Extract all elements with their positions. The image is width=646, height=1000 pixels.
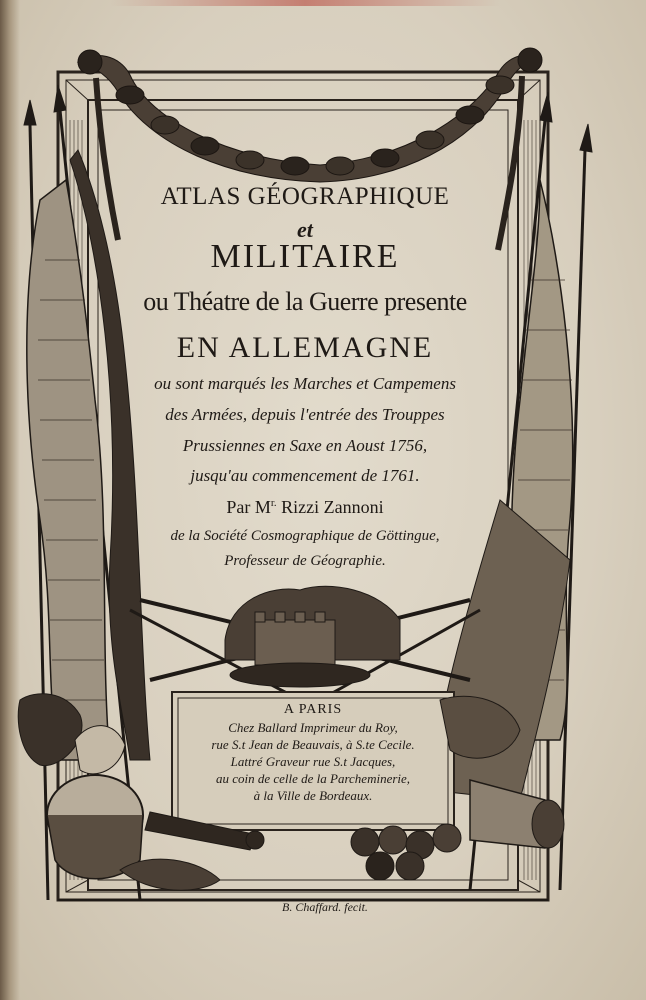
subtitle-line-1: ou sont marqués les Marches et Campemens	[154, 374, 456, 393]
subtitle-line-3: Prussiennes en Saxe en Aoust 1756,	[182, 436, 428, 455]
title-line-atlas: ATLAS GÉOGRAPHIQUE	[160, 183, 450, 210]
title-line-allemagne: EN ALLEMAGNE	[176, 331, 434, 364]
imprint-line-4: au coin de celle de la Parcheminerie,	[215, 771, 411, 786]
subtitle-line-2: des Armées, depuis l'entrée des Trouppes	[165, 405, 445, 424]
author-prefix: Par M	[226, 497, 271, 517]
author-prefix-sup: r.	[270, 497, 277, 509]
title-line-et: et	[297, 217, 313, 242]
author-name: Rizzi Zannoni	[281, 497, 384, 517]
engraver-signature: B. Chaffard. fecit.	[282, 900, 368, 914]
title-line-theatre: ou Théatre de la Guerre presente	[143, 287, 467, 316]
imprint-line-1: Chez Ballard Imprimeur du Roy,	[228, 720, 398, 735]
author-affiliation-2: Professeur de Géographie.	[224, 553, 386, 569]
title-line-militaire: MILITAIRE	[210, 238, 400, 275]
author-line	[105, 497, 505, 518]
imprint-line-5: à la Ville de Bordeaux.	[253, 788, 373, 803]
imprint-city: A PARIS	[283, 702, 343, 717]
imprint-line-2: rue S.t Jean de Beauvais, à S.te Cecile.	[211, 737, 415, 752]
military-trophy	[130, 586, 480, 700]
author-affiliation-1: de la Société Cosmographique de Göttingue,	[170, 528, 440, 544]
imprint-line-3: Lattré Graveur rue S.t Jacques,	[230, 754, 396, 769]
subtitle-line-4: jusqu'au commencement de 1761.	[190, 466, 420, 485]
